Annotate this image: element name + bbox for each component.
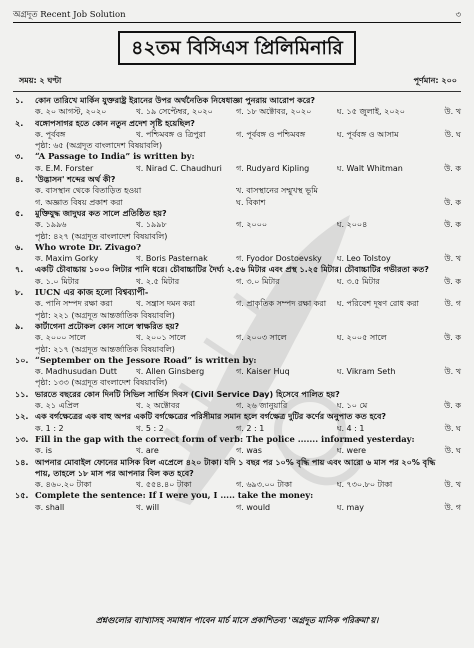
option-row: [13, 163, 461, 174]
correct-answer: উ. ক: [444, 333, 461, 343]
answer-option: ক. Maxim Gorky: [35, 254, 99, 264]
answer-option: ক. ১.০ মিটার: [35, 276, 79, 286]
question-item: [13, 287, 461, 321]
page-title: ৪২তম বিসিএস প্রিলিমিনারি: [118, 31, 356, 65]
question-text: মুক্তিযুদ্ধ জাদুঘর কত সালে প্রতিষ্ঠিত হয়?: [35, 208, 167, 218]
option-row: [13, 332, 461, 343]
answer-option: খ. Nirad C. Chaudhuri: [135, 163, 222, 173]
question-line: [13, 355, 461, 366]
question-number: ১৪.: [15, 457, 29, 467]
answer-option: ঘ. 4 : 1: [336, 423, 365, 433]
option-row: [13, 219, 461, 230]
question-number: ২.: [15, 118, 24, 128]
correct-answer: উ. ক: [444, 220, 461, 230]
answer-option: ঘ. Walt Whitman: [336, 163, 403, 173]
answer-option: খ. ১৯৯৮: [135, 220, 167, 230]
answer-option: খ. are: [135, 446, 159, 456]
correct-answer: উ. ঘ: [444, 446, 461, 456]
question-item: [13, 208, 461, 242]
question-text: কোন তারিখে মার্কিন যুক্তরাষ্ট্র ইরানের উপর অর্থনৈতিক নিষেধাজ্ঞা পুনরায় আরোপ করে?: [35, 96, 316, 105]
answer-option: ঘ. ১০ মে: [336, 401, 368, 411]
header-source-text: অগ্রদূত Recent Job Solution: [13, 10, 126, 20]
question-number: ৯.: [15, 321, 24, 331]
question-item: [13, 174, 461, 208]
question-item: [13, 151, 461, 174]
answer-option: ঘ. ৩.৫ মিটার: [336, 276, 380, 286]
question-line: [13, 242, 461, 253]
question-number: ১২.: [15, 412, 29, 422]
answer-option: ঘ. বিকাশ: [236, 197, 266, 207]
answer-option: ঘ. Leo Tolstoy: [336, 254, 391, 264]
option-row: [13, 129, 461, 140]
question-text: একটি চৌবাচ্চায় ১০০০ লিটার পানি ধরে। চৌবাচ্চাটির দৈর্ঘ্য ২.৫৬ মিটার এবং প্রস্থ ১.২৫ মিটার। চৌবাচ্চাটির গভীরতা কত?: [35, 265, 429, 275]
question-item: [13, 457, 461, 491]
correct-answer: উ. খ: [444, 254, 461, 264]
correct-answer: উ. গ: [444, 502, 461, 512]
answer-option: গ. ২৬ জানুয়ারি: [236, 401, 288, 411]
question-item: [13, 355, 461, 389]
question-text: Fill in the gap with the correct form of verb: The police ....... informed yesterday:: [35, 433, 415, 444]
question-text: 'উদ্ভাসন' শব্দের অর্থ কী?: [35, 175, 116, 185]
question-text: আপনার মোবাইল ফোনের মাসিক বিল এপ্রেলে ৪২০ টাকা। যদি ১ বছর পর ১০% বৃদ্ধি পায় এবং আরো ৬ মাস পর ২০% বৃদ্ধি: [35, 457, 436, 467]
question-line: [13, 457, 461, 468]
option-row: [13, 479, 461, 490]
answer-option: ক. পূর্ববঙ্গ: [35, 129, 66, 139]
running-header: [13, 6, 461, 20]
answer-option: ক. E.M. Forster: [35, 163, 94, 173]
option-row: [13, 366, 461, 377]
option-row: [13, 185, 461, 196]
answer-option: গ. ২০০৩ সালে: [236, 333, 287, 343]
option-row: [13, 276, 461, 287]
reference-note: পৃষ্ঠা: ১৩৩ (অগ্রদূত বাংলাদেশ বিষয়াবলি): [35, 378, 168, 388]
meta-divider: [13, 91, 461, 92]
answer-option: খ. পশ্চিমবঙ্গ ও ত্রিপুরা: [135, 129, 206, 139]
question-number: ৮.: [15, 288, 24, 298]
answer-option: ঘ. Vikram Seth: [336, 367, 396, 377]
option-row: [13, 400, 461, 411]
question-line: [13, 151, 461, 162]
question-item: [13, 321, 461, 355]
answer-option: গ. Kaiser Huq: [236, 367, 290, 377]
answer-option: খ. ৫৫৪.৪০ টাকা: [135, 480, 192, 490]
answer-option: খ. Boris Pasternak: [135, 254, 208, 264]
header-divider: [13, 22, 461, 23]
answer-option: গ. 2 : 1: [236, 423, 265, 433]
correct-answer: উ. ক: [444, 197, 461, 207]
answer-option: গ. ৬৯৩.০০ টাকা: [236, 480, 293, 490]
answer-option: ঘ. ৭৩০.৮০ টাকা: [336, 480, 393, 490]
option-row: [13, 502, 461, 513]
answer-option: গ. প্রাকৃতিক সম্পদ রক্ষা করা: [236, 299, 327, 309]
reference-note: পৃষ্ঠা: ৬৫ (অগ্রদূত বাংলাদেশ বিষয়াবলি): [35, 141, 163, 151]
question-number: ৪.: [15, 175, 24, 185]
option-row: [13, 423, 461, 434]
option-row: [13, 197, 461, 208]
question-line: [13, 264, 461, 275]
correct-answer: উ. ক: [444, 401, 461, 411]
answer-option: গ. ৩.০ মিটার: [236, 276, 280, 286]
question-item: [13, 389, 461, 412]
answer-option: খ. Allen Ginsberg: [135, 367, 205, 377]
question-text: IUCN এর কাজ হলো বিশ্বব্যাপী-: [35, 287, 149, 298]
correct-answer: উ. গ: [444, 299, 461, 309]
answer-option: খ. 5 : 2: [135, 423, 164, 433]
answer-option: ক. 1 : 2: [35, 423, 64, 433]
reference-note: পৃষ্ঠা: ২২১ (অগ্রদূত আন্তর্জাতিক বিষয়াবলি): [35, 310, 175, 320]
correct-answer: উ. খ: [444, 107, 461, 117]
answer-option: ক. is: [35, 446, 53, 456]
question-line: [13, 287, 461, 298]
answer-option: ঘ. may: [336, 502, 364, 512]
question-number: ১.: [15, 96, 24, 105]
answer-option: ঘ. were: [336, 446, 367, 456]
correct-answer: উ. ঘ: [444, 423, 461, 433]
question-text: ভারতে বছরের কোন দিনটি সিভিল সার্ভিস দিবস (Civil Service Day) হিসেবে পালিত হয়?: [35, 389, 340, 399]
reference-note: পৃষ্ঠা: ৪২৭ (অগ্রদূত বাংলাদেশ বিষয়াবলি): [35, 231, 168, 241]
correct-answer: উ. খ: [444, 367, 461, 377]
question-item: [13, 264, 461, 287]
answer-option: গ. Rudyard Kipling: [236, 163, 310, 173]
question-line: [13, 321, 461, 332]
answer-option: গ. ২০০০: [236, 220, 268, 230]
question-number: ১৩.: [15, 434, 29, 444]
question-number: ৬.: [15, 242, 24, 252]
question-item: [13, 411, 461, 434]
answer-option: ক. ৪৬০.২০ টাকা: [35, 480, 92, 490]
question-item: [13, 434, 461, 457]
exam-full-marks: পূর্ণমান: ২০০: [413, 76, 457, 85]
answer-option: ঘ. ১৫ জুলাই, ২০২০: [336, 107, 405, 117]
answer-option: ক. বাসস্থান থেকে বিতাড়িত হওয়া: [35, 186, 142, 196]
answer-option: খ. ২.৫ মিটার: [135, 276, 180, 286]
question-line: [13, 174, 461, 185]
option-row: [13, 253, 461, 264]
correct-answer: উ. ক: [444, 163, 461, 173]
correct-answer: উ. ক: [444, 276, 461, 286]
question-text: Complete the sentence: If I were you, I ..... take the money:: [35, 490, 314, 501]
answer-option: খ. বাসস্থানের সম্মুখস্থ ভূমি: [236, 186, 318, 196]
answer-option: ঘ. পূর্ববঙ্গ ও আসাম: [336, 129, 399, 139]
question-text-continued: পায়, তাহলে ১৮ মাস পর আপনার বিল কত হবে?: [35, 468, 194, 478]
option-row: [13, 445, 461, 456]
question-line: [13, 411, 461, 422]
answer-option: ক. ১৯৯৬: [35, 220, 67, 230]
answer-option: ক. ২০ আগস্ট, ২০২০: [35, 107, 107, 117]
answer-option: ঘ. পরিবেশ দূষণ রোধ করা: [336, 299, 419, 309]
answer-option: গ. পূর্ববঙ্গ ও পশ্চিমবঙ্গ: [236, 129, 306, 139]
question-line: [13, 434, 461, 445]
answer-option: ক. ২১ এপ্রিল: [35, 401, 79, 411]
answer-option: ঘ. ২০০৫ সালে: [336, 333, 387, 343]
question-item: [13, 242, 461, 265]
answer-option: ক. ২০০০ সালে: [35, 333, 86, 343]
question-number: ৩.: [15, 152, 24, 162]
reference-note: পৃষ্ঠা: ২১৭ (অগ্রদূত আন্তর্জাতিক বিষয়াবলি): [35, 344, 175, 354]
question-number: ৭.: [15, 265, 24, 275]
question-text: এক বর্গক্ষেত্রের এক বাহু অপর একটি বর্গক্ষেত্রের পরিসীমার সমান হলে বর্গক্ষেত্র দুটির কর্ণের অনুপাত কত হবে?: [35, 412, 387, 422]
exam-time: সময়: ২ ঘণ্টা: [19, 76, 62, 85]
answer-option: ক. shall: [35, 502, 65, 512]
answer-option: খ. সন্ত্রাস দমন করা: [135, 299, 196, 309]
option-row: [13, 298, 461, 309]
page-number: ৩: [455, 10, 461, 20]
question-number: ১৫.: [15, 491, 29, 501]
question-item: [13, 95, 461, 118]
exam-meta: [13, 75, 461, 89]
correct-answer: [437, 185, 461, 196]
answer-option: খ. will: [135, 502, 160, 512]
question-text: “September on the Jessore Road” is written by:: [35, 354, 257, 365]
question-item: [13, 118, 461, 152]
question-list: [13, 95, 461, 513]
correct-answer: উ. ঘ: [444, 129, 461, 139]
question-line: [13, 490, 461, 501]
answer-option: গ. was: [236, 446, 262, 456]
option-row: [13, 106, 461, 117]
answer-option: গ. would: [236, 502, 271, 512]
answer-option: গ. Fyodor Dostoevsky: [236, 254, 322, 264]
question-number: ১১.: [15, 389, 29, 399]
footer-note: প্রশ্নগুলোর ব্যাখ্যাসহ সমাধান পাবেন মার্চ মাসে প্রকাশিতব্য 'অগ্রদূত মাসিক পরিক্রমা'য়।: [95, 615, 379, 625]
answer-option: গ. অজ্ঞাত বিষয় প্রকাশ করা: [35, 197, 123, 207]
question-text: Who wrote Dr. Zivago?: [35, 241, 141, 252]
answer-option: ক. পানি সম্পদ রক্ষা করা: [35, 299, 113, 309]
answer-option: খ. ২ অক্টোবর: [135, 401, 180, 411]
question-text: বঙ্গোপসাগর হতে কোন নতুন প্রদেশ সৃষ্টি হয়েছিল?: [35, 118, 195, 128]
question-number: ৫.: [15, 208, 24, 218]
question-item: [13, 490, 461, 513]
question-line: [13, 208, 461, 219]
correct-answer: উ. খ: [444, 480, 461, 490]
answer-option: ক. Madhusudan Dutt: [35, 367, 118, 377]
question-number: ১০.: [15, 355, 29, 365]
answer-option: খ. ২০০১ সালে: [135, 333, 186, 343]
question-line: [13, 95, 461, 106]
answer-option: গ. ১৮ অক্টোবর, ২০২০: [236, 107, 312, 117]
question-line: [13, 389, 461, 400]
answer-option: ঘ. ২০০৪: [336, 220, 368, 230]
question-text: কার্টাগেনা প্রটোকল কোন সালে স্বাক্ষরিত হয়?: [35, 321, 180, 331]
question-text: “A Passage to India” is written by:: [35, 151, 195, 162]
question-line: [13, 118, 461, 129]
answer-option: খ. ১৯ সেপ্টেম্বর, ২০২০: [135, 107, 213, 117]
